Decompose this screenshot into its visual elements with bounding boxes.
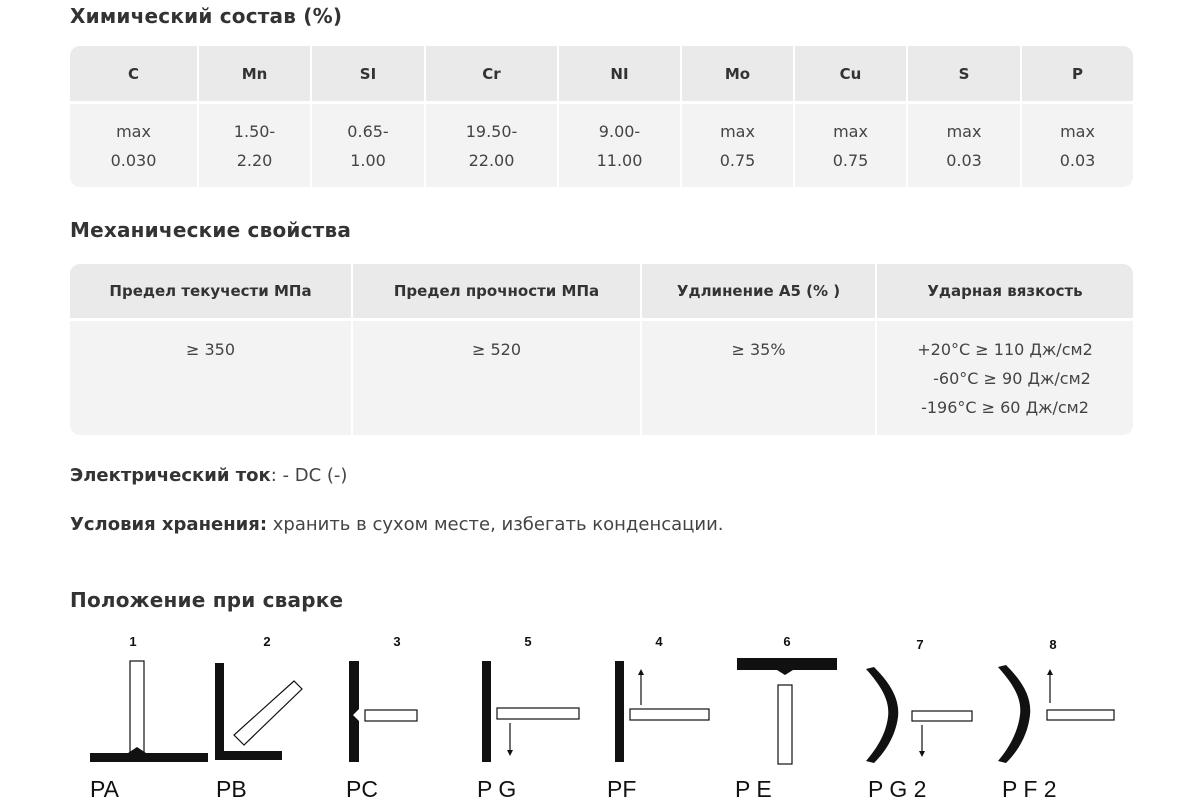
value-yield-strength: ≥ 350 [70, 321, 353, 435]
column-header-p: P [1072, 64, 1083, 83]
value-line: 11.00 [596, 150, 643, 170]
impact-line-minus60: -60°C ≥ 90 Дж/см2 [933, 369, 1091, 388]
value-cell-s [908, 104, 1022, 187]
impact-line-plus20: +20°C ≥ 110 Дж/см2 [917, 340, 1093, 359]
position-pg [477, 634, 579, 800]
column-header-yield-strength: Предел текучести МПа [70, 264, 353, 318]
value-impact-toughness [877, 321, 1133, 435]
value-line: max [833, 121, 868, 141]
position-pe [735, 634, 837, 800]
position-pf2 [998, 637, 1114, 800]
value-cell-cr [426, 104, 559, 187]
column-header-ni: NI [559, 46, 682, 101]
horizontal-plate [630, 709, 709, 720]
position-pc [346, 634, 417, 800]
value-line: 22.00 [468, 150, 515, 170]
position-code: PB [216, 776, 247, 800]
chemical-table-header [70, 46, 1133, 101]
column-header-mn: Mn [199, 46, 312, 101]
value-line: 9.00- [598, 121, 641, 141]
value-line: 1.50- [233, 121, 276, 141]
mechanical-table-values [70, 321, 1133, 435]
pipe-wall [866, 667, 898, 763]
horizontal-plate [90, 747, 208, 762]
value-cell-si [312, 104, 426, 187]
value-line: 0.65- [347, 121, 389, 141]
vertical-plate [778, 685, 792, 764]
welding-positions-diagram [70, 625, 1150, 800]
position-number: 3 [393, 634, 401, 649]
vertical-plate [615, 661, 624, 762]
column-header-cu: Cu [795, 46, 908, 101]
horizontal-plate [497, 708, 579, 719]
position-code: PC [346, 776, 378, 800]
storage-conditions-line [70, 514, 724, 535]
horizontal-plate [1047, 710, 1114, 720]
position-code: P E [735, 776, 772, 800]
position-pb [215, 634, 302, 800]
value-line: 19.50- [465, 121, 518, 141]
storage-conditions-value: хранить в сухом месте, избегать конденсации. [267, 514, 724, 535]
value-line: max [720, 121, 755, 141]
horizontal-plate [912, 711, 972, 721]
position-number: 4 [655, 634, 663, 649]
diagonal-plate [234, 681, 302, 745]
position-code: P G [477, 776, 517, 800]
position-code: P G 2 [868, 776, 927, 800]
value-cell-c [70, 104, 199, 187]
chemical-table-values [70, 104, 1133, 187]
pipe-wall [998, 665, 1030, 763]
storage-conditions-label: Условия хранения: [70, 514, 268, 535]
position-pf [607, 634, 709, 800]
impact-line-minus196: -196°C ≥ 60 Дж/см2 [921, 398, 1089, 417]
position-number: 6 [783, 634, 791, 649]
value-tensile-strength: ≥ 520 [353, 321, 642, 435]
vertical-plate [349, 661, 359, 762]
value-line: 0.03 [1059, 150, 1096, 170]
electric-current-line [70, 465, 347, 486]
position-number: 8 [1049, 637, 1057, 652]
column-header-mo: Mo [682, 46, 795, 101]
position-pa [90, 634, 208, 800]
overhead-plate [737, 658, 837, 675]
mechanical-properties-table [70, 264, 1133, 435]
value-line: 1.00 [350, 150, 386, 170]
chemical-composition-table [70, 46, 1133, 187]
value-line: 0.75 [719, 150, 756, 170]
electric-current-value: : - DC (-) [270, 465, 348, 486]
position-number: 5 [524, 634, 532, 649]
column-header-c: C [70, 46, 199, 101]
value-line: max [116, 121, 151, 141]
mechanical-properties-title: Механические свойства [70, 218, 352, 242]
electric-current-label: Электрический ток [70, 465, 271, 486]
mechanical-table-header [70, 264, 1133, 318]
value-cell-cu [795, 104, 908, 187]
position-number: 1 [129, 634, 137, 649]
column-header-cr: Cr [426, 46, 559, 101]
value-line: 0.75 [832, 150, 869, 170]
value-cell-mn [199, 104, 312, 187]
value-cell-ni [559, 104, 682, 187]
value-line: 2.20 [236, 150, 273, 170]
position-number: 2 [263, 634, 271, 649]
column-header-impact-toughness: Ударная вязкость [927, 282, 1083, 300]
value-line: 0.030 [110, 150, 157, 170]
vertical-plate [482, 661, 491, 762]
column-header-s: S [908, 46, 1022, 101]
value-line: max [1060, 121, 1095, 141]
position-pg2 [866, 637, 972, 800]
value-line: 0.03 [946, 150, 982, 170]
value-cell-mo [682, 104, 795, 187]
welding-positions-title: Положение при сварке [70, 588, 344, 612]
value-cell-p [1022, 104, 1133, 187]
position-code: PF [607, 776, 637, 800]
position-number: 7 [916, 637, 924, 652]
column-header-tensile-strength: Предел прочности МПа [353, 264, 642, 318]
position-code: P F 2 [1002, 776, 1057, 800]
horizontal-plate [365, 710, 417, 721]
position-code: PA [90, 776, 119, 800]
vertical-plate [130, 661, 144, 755]
column-header-si: SI [312, 46, 426, 101]
chemical-composition-title: Химический состав (%) [70, 4, 343, 28]
column-header-elongation: Удлинение А5 (% ) [642, 264, 877, 318]
value-elongation: ≥ 35% [642, 321, 877, 435]
value-line: max [946, 121, 982, 141]
